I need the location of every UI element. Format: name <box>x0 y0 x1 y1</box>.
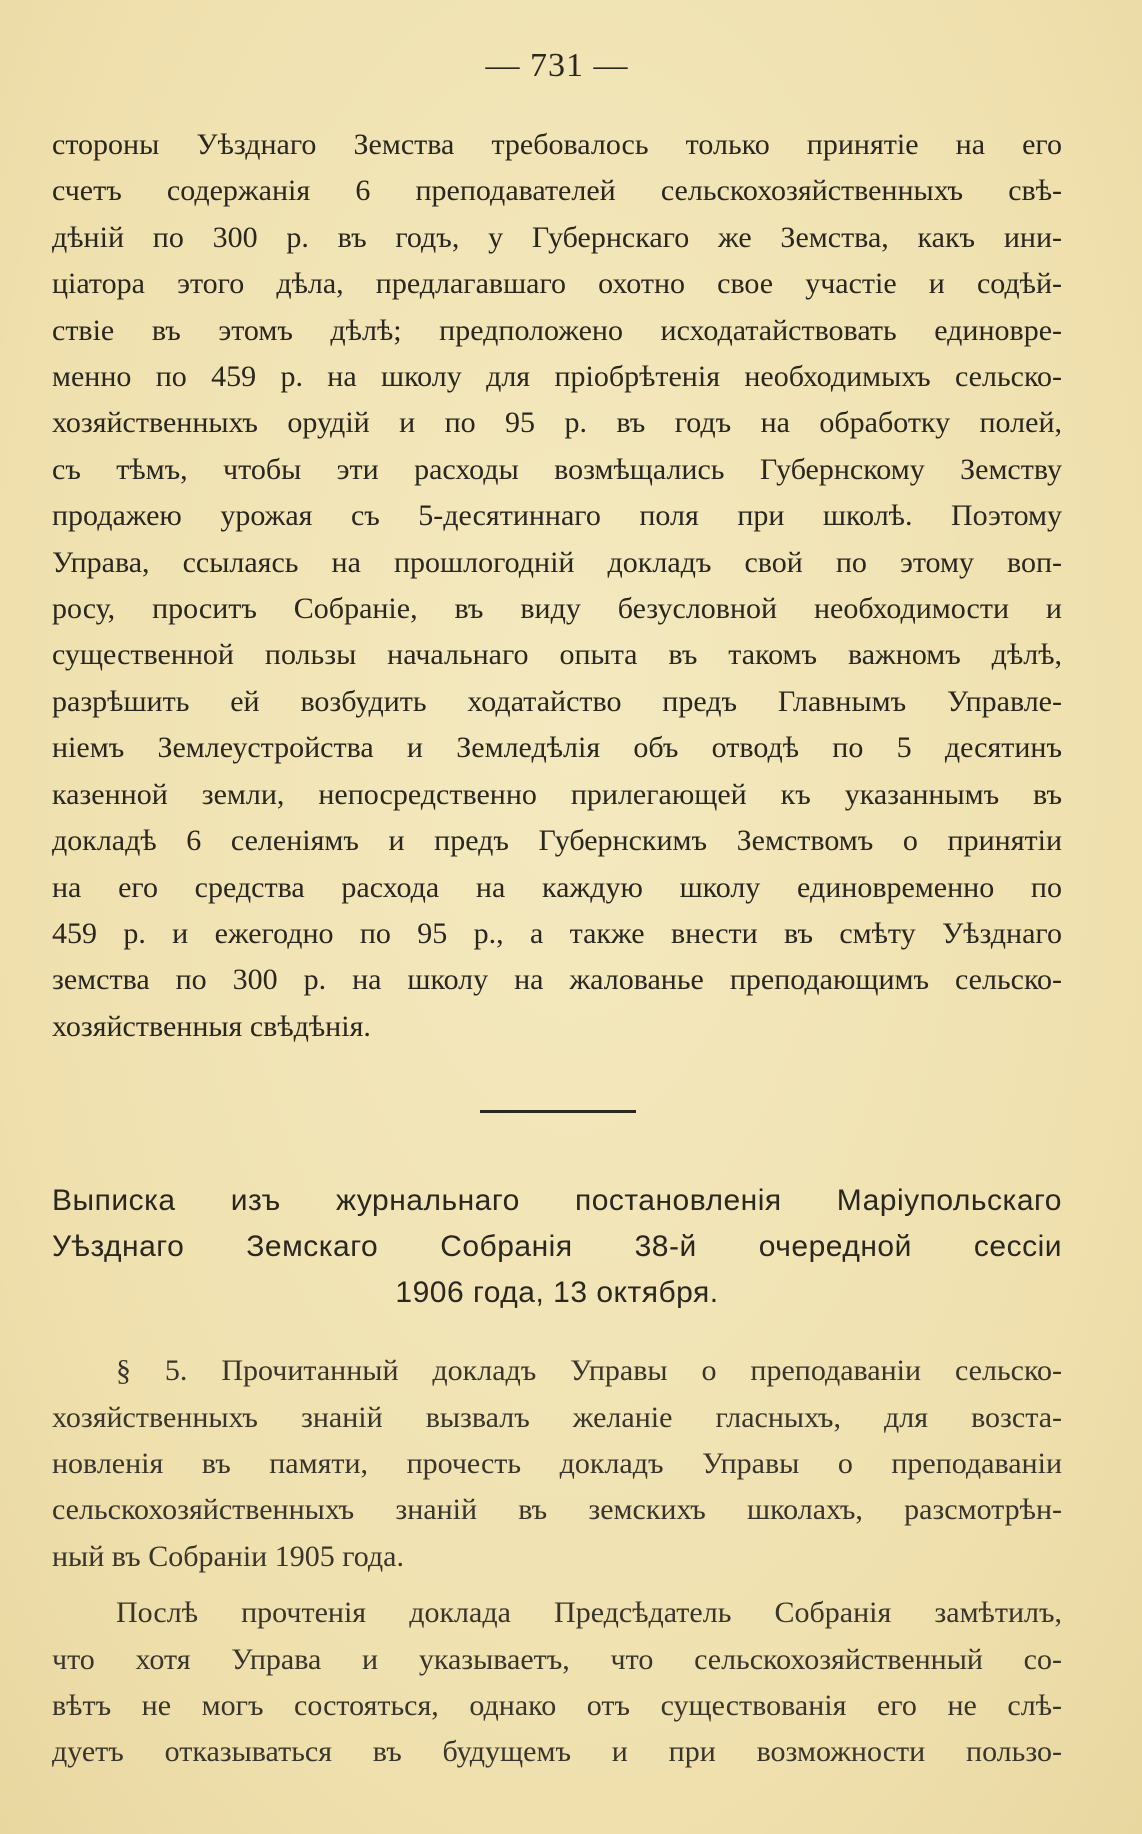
heading-line: 1906 года, 13 октября. <box>395 1276 719 1310</box>
text-line: ный въ Собраніи 1905 года. <box>52 1539 405 1573</box>
text-line: росу, проситъ Собраніе, въ виду безусловной необходимости и <box>52 592 1062 626</box>
text-line: Послѣ прочтенія доклада Предсѣдатель Собранія замѣтилъ, <box>116 1596 1062 1630</box>
heading-line: Уѣзднаго Земскаго Собранія 38-й очередной сессіи <box>52 1230 1062 1264</box>
section-heading <box>52 1178 1062 1316</box>
text-line: земства по 300 р. на школу на жалованье преподающимъ сельско- <box>52 963 1062 997</box>
text-line: Управа, ссылаясь на прошлогодній докладъ свой по этому воп- <box>52 545 1062 579</box>
paragraph-3 <box>52 1590 1062 1776</box>
paragraph-2 <box>52 1348 1062 1580</box>
text-line: хозяйственныхъ знаній вызвалъ желаніе гласныхъ, для возста- <box>52 1400 1062 1434</box>
text-line: хозяйственныхъ орудій и по 95 р. въ годъ на обработку полей, <box>52 406 1062 440</box>
text-line: дуетъ отказываться въ будущемъ и при возможности пользо- <box>52 1735 1062 1769</box>
text-line: ніемъ Землеустройства и Земледѣлія объ отводѣ по 5 десятинъ <box>52 731 1062 765</box>
text-line: что хотя Управа и указываетъ, что сельскохозяйственный со- <box>52 1642 1062 1676</box>
text-line: на его средства расхода на каждую школу единовременно по <box>52 870 1062 904</box>
text-line: докладѣ 6 селеніямъ и предъ Губернскимъ Земствомъ о принятіи <box>52 824 1062 858</box>
text-line: ствіе въ этомъ дѣлѣ; предположено исходатайствовать единовре- <box>52 313 1062 347</box>
text-line: сельскохозяйственныхъ знаній въ земскихъ школахъ, разсмотрѣн- <box>52 1493 1062 1527</box>
text-line: 459 р. и ежегодно по 95 р., а также внести въ смѣту Уѣзднаго <box>52 916 1062 950</box>
text-line: разрѣшить ей возбудить ходатайство предъ Главнымъ Управле- <box>52 684 1062 718</box>
text-line: новленія въ памяти, прочесть докладъ Управы о преподаваніи <box>52 1446 1062 1480</box>
text-line: счетъ содержанія 6 преподавателей сельскохозяйственныхъ свѣ- <box>52 174 1062 208</box>
text-line: существенной пользы начальнаго опыта въ такомъ важномъ дѣлѣ, <box>52 638 1062 672</box>
text-line: менно по 459 р. на школу для пріобрѣтенія необходимыхъ сельско- <box>52 360 1062 394</box>
text-line: казенной земли, непосредственно прилегающей къ указаннымъ въ <box>52 777 1062 811</box>
text-line: § 5. Прочитанный докладъ Управы о преподаваніи сельско- <box>116 1354 1062 1388</box>
text-line: вѣтъ не могъ состояться, однако отъ существованія его не слѣ- <box>52 1688 1062 1722</box>
text-line: продажею урожая съ 5-десятиннаго поля при школѣ. Поэтому <box>52 499 1062 533</box>
divider-rule <box>480 1110 636 1113</box>
text-line: дѣній по 300 р. въ годъ, у Губернскаго же Земства, какъ ини- <box>52 220 1062 254</box>
document-page <box>52 40 1062 1776</box>
section-divider <box>52 1050 1062 1160</box>
paragraph-1 <box>52 122 1062 1050</box>
text-line: стороны Уѣзднаго Земства требовалось только принятіе на его <box>52 128 1062 161</box>
text-line: хозяйственныя свѣдѣнія. <box>52 1009 371 1043</box>
heading-line: Выписка изъ журнальнаго постановленія Маріупольскаго <box>52 1184 1062 1218</box>
text-line: съ тѣмъ, чтобы эти расходы возмѣщались Губернскому Земству <box>52 452 1062 486</box>
page-number: — 731 — <box>485 47 629 84</box>
text-line: ціатора этого дѣла, предлагавшаго охотно свое участіе и содѣй- <box>52 267 1062 301</box>
